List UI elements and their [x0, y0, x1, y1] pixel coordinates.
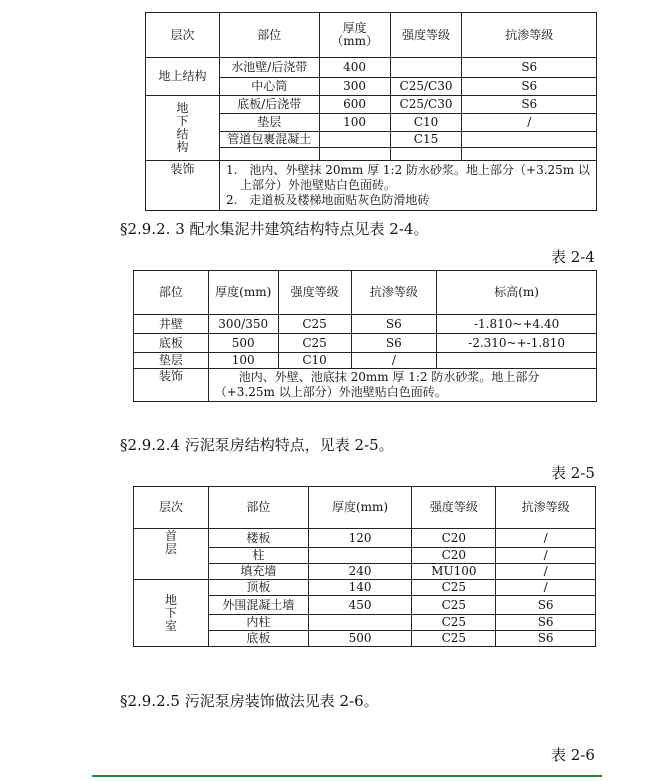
- finish-content: [219, 161, 596, 211]
- strength-cell: C25/C30: [390, 78, 462, 96]
- thickness-cell: 600: [319, 96, 390, 114]
- thickness-cell: 300: [319, 78, 390, 96]
- part-cell: 井壁: [134, 315, 209, 334]
- finish-item: 2. 走道板及楼梯地面贴灰色防滑地砖: [225, 193, 430, 207]
- part-cell: 楼板: [208, 529, 308, 548]
- table-row: [134, 315, 597, 334]
- finish-row: [134, 369, 597, 402]
- part-cell: 柱: [208, 548, 308, 564]
- header-cell: 部位: [219, 13, 319, 58]
- strength-cell: C25: [278, 334, 351, 353]
- header-cell: 强度等级: [278, 271, 351, 315]
- part-cell: 内柱: [208, 615, 308, 631]
- strength-cell: MU100: [412, 564, 496, 580]
- thickness-cell: [319, 132, 390, 148]
- elevation-cell: -2.310~+-1.810: [437, 334, 597, 353]
- seepage-cell: /: [462, 114, 597, 132]
- table-label-2-6: 表 2-6: [551, 746, 595, 764]
- thickness-cell: [308, 548, 412, 564]
- strength-cell: C25: [412, 631, 496, 647]
- level-cell: 地下室: [134, 580, 209, 647]
- table-row: [134, 580, 596, 596]
- part-cell: 垫层: [219, 114, 319, 132]
- header-cell: 层次: [134, 487, 209, 529]
- finish-label: 装饰: [146, 161, 220, 211]
- thickness-cell: 450: [308, 596, 412, 615]
- header-cell: 厚度(mm): [308, 487, 412, 529]
- section-heading-2-5: §2.9.2.4 污泥泵房结构特点，见表 2-5。: [120, 436, 394, 454]
- strength-cell: C20: [412, 529, 496, 548]
- section-heading-2-4: §2.9.2. 3 配水集泥井建筑结构特点见表 2-4。: [120, 220, 429, 238]
- header-cell: 厚度（mm）: [319, 13, 390, 58]
- strength-cell: C20: [412, 548, 496, 564]
- table-header-row: [134, 271, 597, 315]
- thickness-cell: 100: [208, 353, 278, 369]
- seepage-cell: S6: [496, 615, 596, 631]
- thickness-cell: 140: [308, 580, 412, 596]
- finish-content: 池内、外壁、池底抹 20mm 厚 1:2 防水砂浆。地上部分（+3.25m 以上部分）外池壁贴白色面砖。: [208, 369, 596, 402]
- header-cell: 标高(m): [437, 271, 597, 315]
- thickness-cell: [308, 615, 412, 631]
- elevation-cell: [437, 353, 597, 369]
- part-cell: 水池壁/后浇带: [219, 58, 319, 78]
- strength-cell: C25: [412, 615, 496, 631]
- table-structure-2-4: [133, 270, 597, 402]
- seepage-cell: S6: [351, 315, 437, 334]
- header-cell: 厚度(mm): [208, 271, 278, 315]
- seepage-cell: /: [351, 353, 437, 369]
- part-cell: 垫层: [134, 353, 209, 369]
- level-cell: 首层: [134, 529, 209, 580]
- strength-cell: C25: [278, 315, 351, 334]
- header-cell: 强度等级: [412, 487, 496, 529]
- table-header-row: [146, 13, 597, 58]
- thickness-cell: [319, 148, 390, 161]
- table-structure-2-5: [133, 486, 596, 647]
- finish-row: [146, 161, 597, 211]
- header-cell: 层次: [146, 13, 220, 58]
- elevation-cell: -1.810~+4.40: [437, 315, 597, 334]
- seepage-cell: /: [496, 529, 596, 548]
- part-cell: 中心筒: [219, 78, 319, 96]
- table-row: [134, 353, 597, 369]
- header-cell: 抗渗等级: [462, 13, 597, 58]
- thickness-cell: 100: [319, 114, 390, 132]
- seepage-cell: [462, 148, 597, 161]
- table-row: [134, 529, 596, 548]
- part-cell: 底板: [208, 631, 308, 647]
- level-cell: 地下结构: [146, 96, 220, 161]
- seepage-cell: S6: [462, 96, 597, 114]
- thickness-cell: 240: [308, 564, 412, 580]
- thickness-cell: 120: [308, 529, 412, 548]
- part-cell: 管道包裹混凝土: [219, 132, 319, 148]
- finish-item: 1. 池内、外壁抹 20mm 厚 1:2 防水砂浆。地上部分（+3.25m 以上部分）外池壁贴白色面砖。: [225, 163, 590, 192]
- strength-cell: C25/C30: [390, 96, 462, 114]
- header-cell: 抗渗等级: [351, 271, 437, 315]
- header-cell: 部位: [134, 271, 209, 315]
- seepage-cell: /: [496, 580, 596, 596]
- finish-label: 装饰: [134, 369, 209, 402]
- thickness-cell: 500: [308, 631, 412, 647]
- seepage-cell: S6: [351, 334, 437, 353]
- table-label-2-5: 表 2-5: [551, 464, 595, 482]
- strength-cell: [390, 58, 462, 78]
- table-row: [134, 334, 597, 353]
- strength-cell: [390, 148, 462, 161]
- table-structure-1: [145, 12, 597, 211]
- part-cell: 底板/后浇带: [219, 96, 319, 114]
- seepage-cell: /: [496, 548, 596, 564]
- part-cell: 外围混凝土墙: [208, 596, 308, 615]
- section-heading-2-6: §2.9.2.5 污泥泵房装饰做法见表 2-6。: [120, 692, 379, 710]
- level-cell: 地上结构: [146, 58, 220, 96]
- header-cell: 部位: [208, 487, 308, 529]
- part-cell: [219, 148, 319, 161]
- seepage-cell: [462, 132, 597, 148]
- seepage-cell: S6: [496, 631, 596, 647]
- seepage-cell: S6: [496, 596, 596, 615]
- part-cell: 填充墙: [208, 564, 308, 580]
- thickness-cell: 300/350: [208, 315, 278, 334]
- thickness-cell: 500: [208, 334, 278, 353]
- part-cell: 底板: [134, 334, 209, 353]
- seepage-cell: S6: [462, 58, 597, 78]
- table-row: [146, 96, 597, 114]
- header-cell: 抗渗等级: [496, 487, 596, 529]
- seepage-cell: S6: [462, 78, 597, 96]
- header-cell: 强度等级: [390, 13, 462, 58]
- table-row: [146, 58, 597, 78]
- table-header-row: [134, 487, 596, 529]
- strength-cell: C10: [390, 114, 462, 132]
- strength-cell: C25: [412, 596, 496, 615]
- seepage-cell: /: [496, 564, 596, 580]
- table-label-2-4: 表 2-4: [551, 248, 595, 266]
- strength-cell: C10: [278, 353, 351, 369]
- part-cell: 顶板: [208, 580, 308, 596]
- strength-cell: C15: [390, 132, 462, 148]
- strength-cell: C25: [412, 580, 496, 596]
- thickness-cell: 400: [319, 58, 390, 78]
- footer-divider: [92, 775, 602, 777]
